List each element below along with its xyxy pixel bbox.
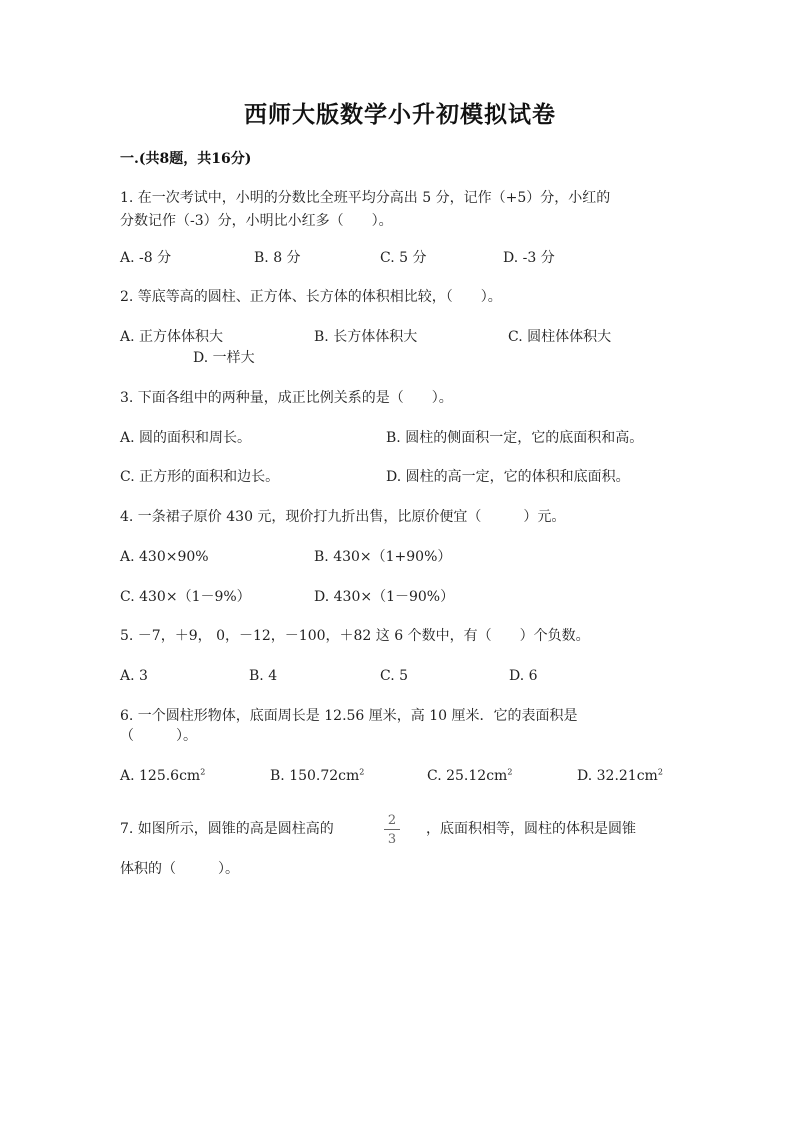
question-3-option-b[interactable]: B. 圆柱的侧面积一定，它的底面积和高。 [386,430,644,446]
question-4-option-a[interactable]: A. 430×90% [120,549,209,565]
question-4-option-d[interactable]: D. 430×（1－90%） [314,589,455,605]
question-2-option-c[interactable]: C. 圆柱体体积大 [508,329,612,345]
question-2-text: 2. 等底等高的圆柱、正方体、长方体的体积相比较，（ ）。 [120,289,502,305]
fraction-denominator: 3 [387,832,397,847]
question-6-text-line-1: 6. 一个圆柱形物体，底面周长是 12.56 厘米，高 10 厘米．它的表面积是 [120,708,578,724]
question-6-option-d[interactable] [577,766,663,786]
section-heading: 一.(共8题，共16分) [120,151,252,167]
fraction-numerator: 2 [387,813,397,828]
question-1-option-a[interactable]: A. -8 分 [120,250,172,266]
question-7-text-part-2: ，底面积相等，圆柱的体积是圆锥 [426,821,636,837]
question-6-option-c-unit-sup: 2 [507,767,513,777]
fraction-two-thirds [384,813,400,847]
question-6-option-d-label: D. 32.21cm [577,768,658,784]
question-5-text: 5. －7，＋9， 0，－12，－100，＋82 这 6 个数中，有（ ）个负数。 [120,628,590,644]
question-7-text-line-2: 体积的（ ）。 [120,861,239,877]
question-4-option-b[interactable]: B. 430×（1+90%） [314,549,452,565]
question-6-option-a-unit-sup: 2 [200,767,206,777]
question-6-option-c[interactable] [427,766,512,786]
question-2-option-d[interactable]: D. 一样大 [193,350,255,366]
question-6-option-a[interactable] [120,766,205,786]
question-5-option-d[interactable]: D. 6 [509,668,538,684]
question-4-text: 4. 一条裙子原价 430 元，现价打九折出售，比原价便宜（ ）元。 [120,509,566,525]
question-3-text: 3. 下面各组中的两种量，成正比例关系的是（ ）。 [120,390,453,406]
question-6-option-b-unit-sup: 2 [359,767,365,777]
question-5-option-c[interactable]: C. 5 [380,668,409,684]
question-1-option-c[interactable]: C. 5 分 [380,250,427,266]
question-2-option-b[interactable]: B. 长方体体积大 [314,329,418,345]
question-6-option-d-unit-sup: 2 [657,767,663,777]
question-6-option-c-label: C. 25.12cm [427,768,508,784]
question-1-option-b[interactable]: B. 8 分 [254,250,301,266]
question-6-option-a-label: A. 125.6cm [120,768,201,784]
question-3-option-a[interactable]: A. 圆的面积和周长。 [120,430,252,446]
fraction-bar [384,829,400,830]
question-6-option-b[interactable] [270,766,364,786]
question-1-text-line-1: 1. 在一次考试中，小明的分数比全班平均分高出 5 分，记作（+5）分，小红的 [120,190,611,206]
question-5-option-a[interactable]: A. 3 [120,668,148,684]
question-2-option-a[interactable]: A. 正方体体积大 [120,329,224,345]
question-4-option-c[interactable]: C. 430×（1－9%） [120,589,251,605]
question-6-option-b-label: B. 150.72cm [270,768,360,784]
question-3-option-c[interactable]: C. 正方形的面积和边长。 [120,469,280,485]
question-7-text-part-1: 7. 如图所示，圆锥的高是圆柱高的 [120,821,334,837]
question-1-text-line-2: 分数记作（-3）分，小明比小红多（ ）。 [120,213,393,229]
question-1-option-d[interactable]: D. -3 分 [503,250,555,266]
question-6-text-line-2: （ ）。 [120,728,197,744]
question-5-option-b[interactable]: B. 4 [249,668,278,684]
question-3-option-d[interactable]: D. 圆柱的高一定，它的体积和底面积。 [386,469,630,485]
page-title: 西师大版数学小升初模拟试卷 [244,101,556,128]
